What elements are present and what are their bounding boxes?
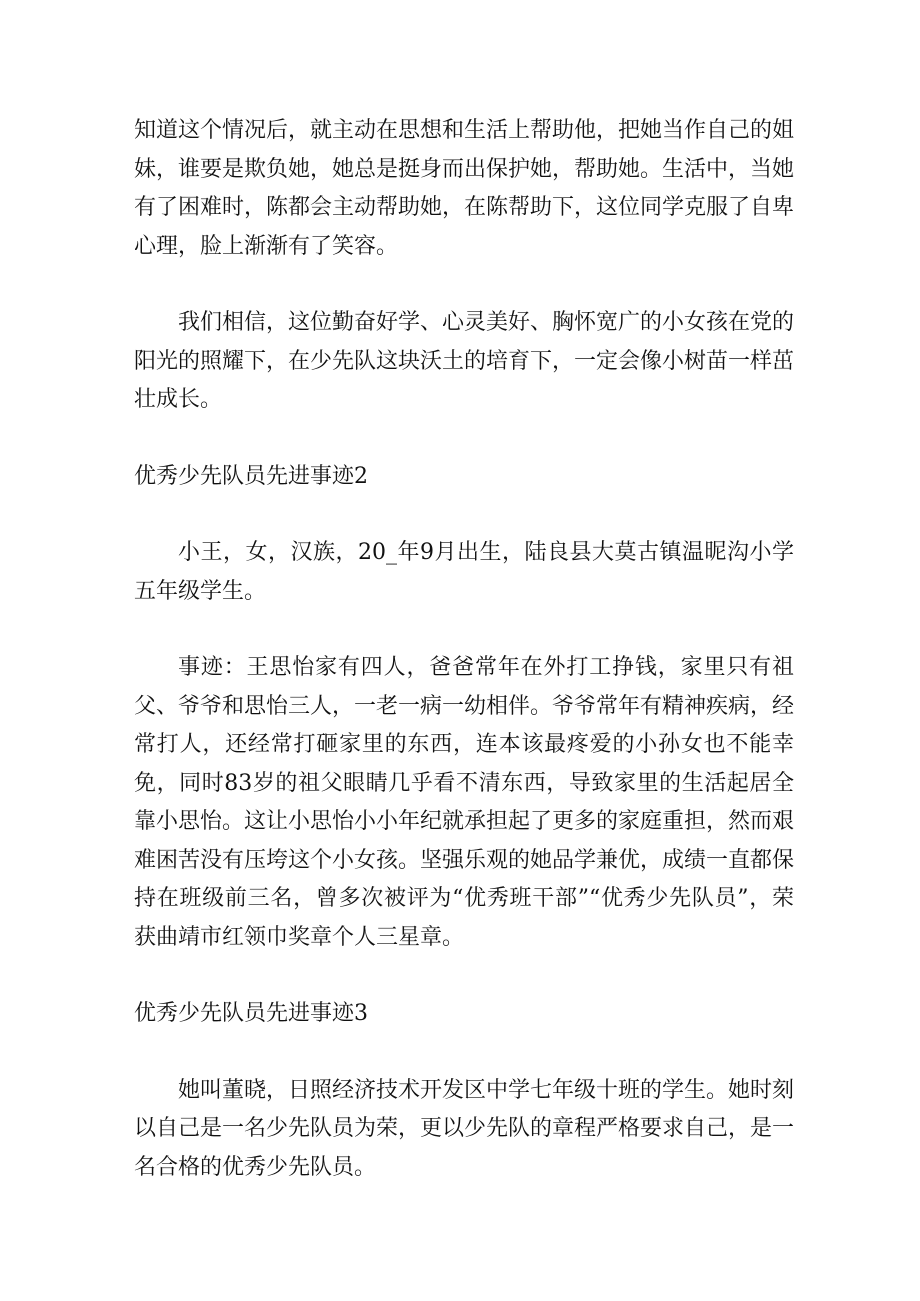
paragraph-belief: 我们相信，这位勤奋好学、心灵美好、胸怀宽广的小女孩在党的阳光的照耀下，在少先队这块沃土的培育下，一定会像小树苗一样茁壮成长。	[134, 310, 795, 412]
section-heading-2: 优秀少先队员先进事迹2	[134, 463, 368, 489]
paragraph-continuation: 知道这个情况后，就主动在思想和生活上帮助他，把她当作自己的姐妹，谁要是欺负她，她总是挺身而出保护她，帮助她。生活中，当她有了困难时，陈都会主动帮助她，在陈帮助下，这位同学克服了自卑心理，脸上渐渐有了笑容。	[134, 118, 795, 259]
paragraph-deeds-wangsiyi: 事迹：王思怡家有四人，爸爸常年在外打工挣钱，家里只有祖父、爷爷和思怡三人，一老一病一幼相伴。爷爷常年有精神疾病，经常打人，还经常打砸家里的东西，连本该最疼爱的小孙女也不能幸免，同时83岁的祖父眼睛几乎看不清东西，导致家里的生活起居全靠小思怡。这让小思怡小小年纪就承担起了更多的家庭重担，然而艰难困苦没有压垮这个小女孩。坚强乐观的她品学兼优，成绩一直都保持在班级前三名，曾多次被评为“优秀班干部”“优秀少先队员”，荣获曲靖市红领巾奖章个人三星章。	[134, 655, 795, 950]
section-heading-3: 优秀少先队员先进事迹3	[134, 1001, 368, 1026]
paragraph-intro-xiaowang: 小王，女，汉族，20_年9月出生，陆良县大莫古镇温昵沟小学五年级学生。	[134, 540, 794, 604]
paragraph-intro-dongxiao: 她叫董晓，日照经济技术开发区中学七年级十班的学生。她时刻以自己是一名少先队员为荣，更以少先队的章程严格要求自己，是一名合格的优秀少先队员。	[134, 1077, 795, 1180]
document-body	[134, 112, 794, 1225]
